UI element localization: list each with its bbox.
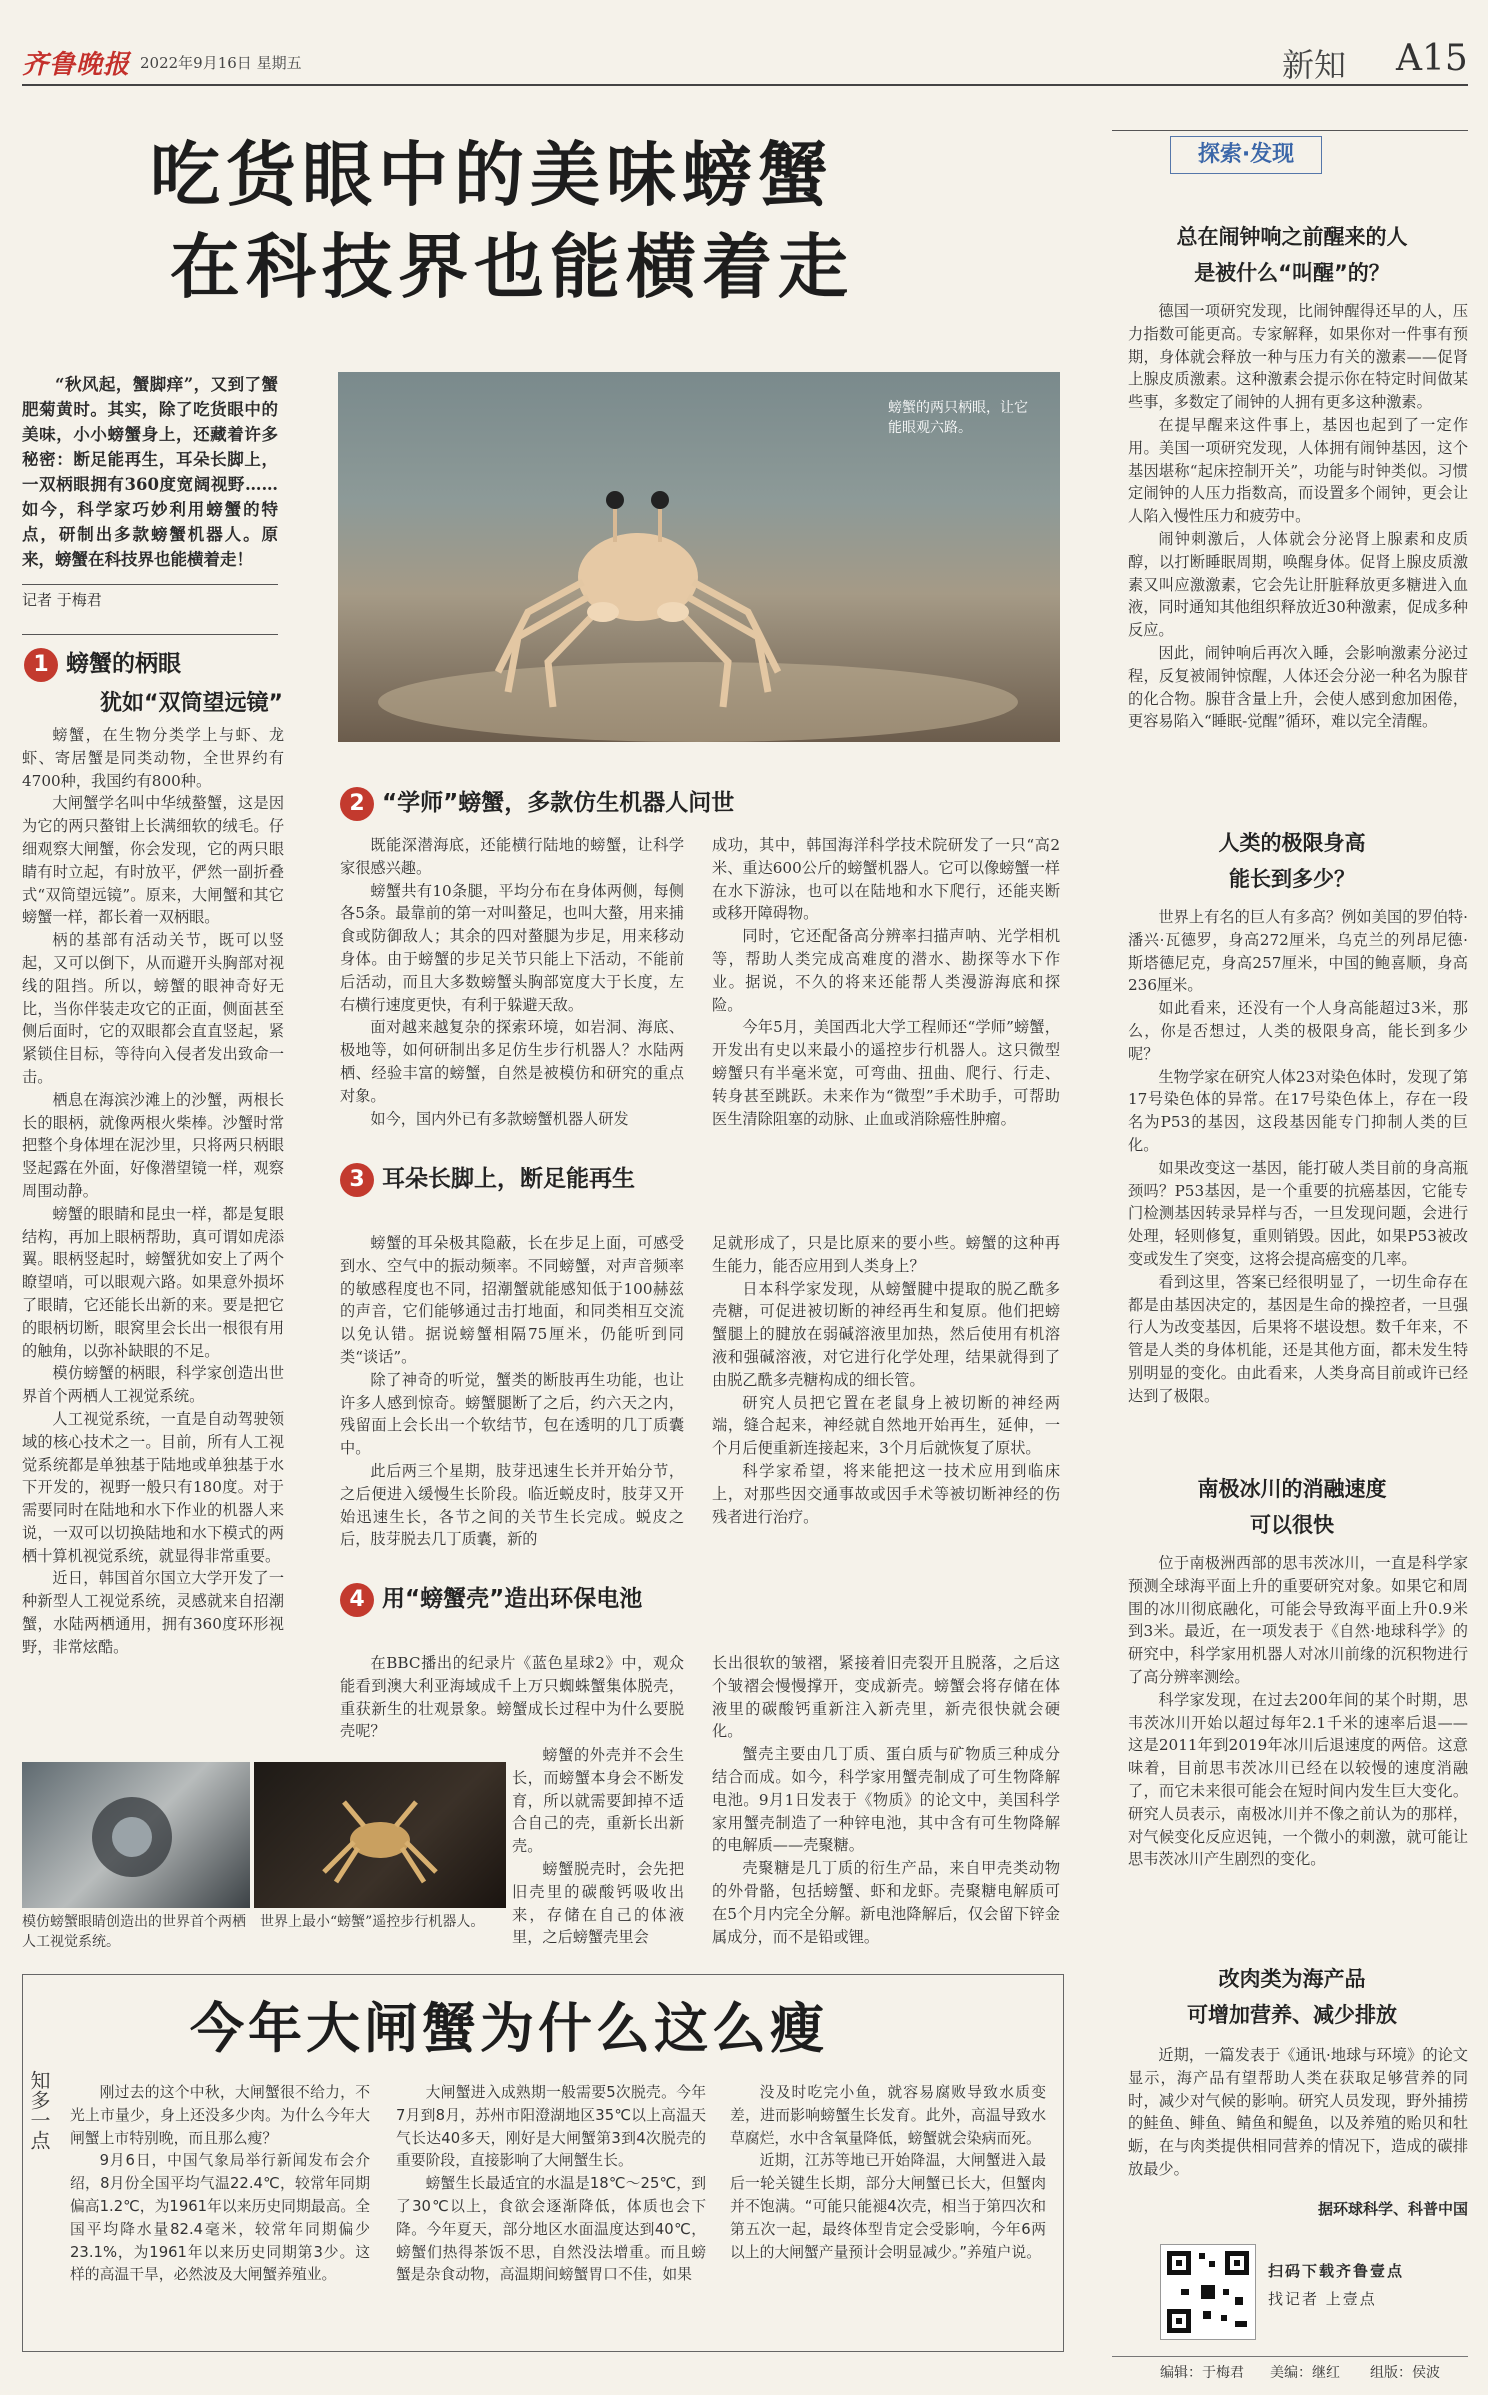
photo-caption: 螃蟹的两只柄眼，让它能眼观六路。 — [888, 400, 1028, 436]
section4-col2 — [712, 1652, 1060, 1948]
intro-text: “秋风起，蟹脚痒”，又到了蟹肥菊黄时。其实，除了吃货眼中的美味，小小螃蟹身上，还藏着许多秘密：断足能再生，耳朵长脚上，一双柄眼拥有360度宽阔视野……如今，科学家巧妙利用螃蟹的特点，研制出多款螃蟹机器人。原来，螃蟹在科技界也能横着走！ — [22, 375, 278, 569]
sidebar-rule — [1112, 130, 1468, 131]
page-number: A15 — [1396, 38, 1468, 79]
paragraph: 如果改变这一基因，能打破人类目前的身高瓶颈吗？P53基因，是一个重要的抗癌基因，它能专门检测基因转录异样与否，一旦发现问题，会进行处理，轻则修复，重则销毁。因此，如果P53被改变或发生了突变，这将会提高癌变的几率。 — [1128, 1158, 1468, 1268]
vision-system-illustration — [22, 1762, 250, 1908]
bottom-col1 — [70, 2082, 370, 2287]
paragraph: 既能深潜海底，还能横行陆地的螃蟹，让科学家很感兴趣。 — [340, 836, 684, 877]
paragraph: 成功，其中，韩国海洋科学技术院研发了一只“高2米、重达600公斤的螃蟹机器人。它可以像螃蟹一样在水下游泳，也可以在陆地和水下爬行，还能夹断或移开障碍物。 — [712, 836, 1060, 923]
paragraph: 如今，国内外已有多款螃蟹机器人研发 — [370, 1109, 629, 1128]
paragraph: 模仿螃蟹的柄眼，科学家创造出世界首个两栖人工视觉系统。 — [22, 1364, 284, 1406]
bottom-col2 — [396, 2082, 706, 2287]
footer-editor: 编辑：于梅君 — [1160, 2365, 1244, 2381]
section4-number: 4 — [340, 1583, 374, 1617]
sidebar-a4-title-b: 可增加营养、减少排放 — [1187, 2003, 1397, 2027]
paragraph: 近期，江苏等地已开始降温，大闸蟹进入最后一轮关键生长期，部分大闸蟹已长大，但蟹肉并不饱满。“可能只能褪4次壳，相当于第四次和第五次一起，最终体型肯定会受影响，今年6两以上的大闸蟹产量预计会明显减少。”养殖户说。 — [730, 2152, 1046, 2261]
section1-heading — [24, 645, 181, 682]
section3-heading — [340, 1160, 635, 1197]
side-tag: 知多一点 — [27, 2070, 51, 2150]
main-headline-line2: 在科技界也能横着走 — [170, 226, 854, 308]
section1-title-b: 犹如“双筒望远镜” — [100, 691, 283, 716]
bottom-col3 — [730, 2082, 1046, 2264]
paragraph: 同时，它还配备高分辨率扫描声呐、光学相机等，帮助人类完成高难度的潜水、勘探等水下作业。据说，不久的将来还能帮人类漫游海底和探险。 — [712, 927, 1060, 1014]
micro-crab-caption: 世界上最小“螃蟹”遥控步行机器人。 — [260, 1914, 485, 1930]
section2-col1 — [340, 834, 684, 1130]
paragraph: 大闸蟹进入成熟期一般需要5次脱壳。今年7月到8月，苏州市阳澄湖地区35℃以上高温天气长达40多天，刚好是大闸蟹第3到4次脱壳的重要阶段，直接影响了大闸蟹生长。 — [396, 2084, 706, 2170]
paragraph: 除了神奇的听觉，蟹类的断肢再生功能，也让许多人感到惊奇。螃蟹腿断了之后，约六天之内，残留面上会长出一个软结节，包在透明的几丁质囊中。 — [340, 1370, 684, 1458]
reporter: 记者 于梅君 — [22, 584, 278, 610]
sidebar-a2-title-a: 人类的极限身高 — [1218, 831, 1366, 855]
section3-col2 — [712, 1232, 1060, 1528]
masthead-logo: 齐鲁晚报 — [22, 50, 131, 80]
section3-col1 — [340, 1232, 684, 1551]
paragraph: 螃蟹的耳朵极其隐蔽，长在步足上面，可感受到水、空气中的振动频率。不同螃蟹，对声音频率的敏感程度也不同，招潮蟹就能感知低于100赫兹的声音，它们能够通过击打地面，和同类相互交流以免认错。据说螃蟹相隔75厘米，仍能听到同类“谈话”。 — [340, 1234, 684, 1366]
header-rule — [22, 84, 1468, 86]
paragraph: 面对越来越复杂的探索环境，如岩洞、海底、极地等，如何研制出多足仿生步行机器人？水陆两栖、经验丰富的螃蟹，自然是被模仿和研究的重点对象。 — [340, 1018, 684, 1105]
sidebar-a2-body — [1128, 906, 1468, 1408]
paragraph: 人工视觉系统，一直是自动驾驶领域的核心技术之一。目前，所有人工视觉系统都是单独基于陆地或单独基于水下开发的，视野一般只有180度。对于需要同时在陆地和水下作业的机器人来说，一双可以切换陆地和水下模式的两栖十算机视觉系统，就显得非常重要。 — [22, 1409, 284, 1565]
footer-rule — [1112, 2356, 1468, 2357]
qr-code[interactable] — [1160, 2244, 1256, 2340]
sidebar-a2-title-b: 能长到多少？ — [1229, 867, 1355, 891]
paragraph: 此后两三个星期，肢芽迅速生长并开始分节，之后便进入缓慢生长阶段。临近蜕皮时，肢芽又开始迅速生长，各节之间的关节生长完成。蜕皮之后，肢芽脱去几丁质囊，新的 — [340, 1461, 684, 1549]
footer-proof: 组版：侯波 — [1370, 2365, 1440, 2381]
sidebar-a1-title-b: 是被什么“叫醒”的？ — [1194, 261, 1390, 285]
paragraph: 柄的基部有活动关节，既可以竖起，又可以倒下，从而避开头胸部对视线的阻挡。所以，螃蟹的眼神奇好无比，当你伴装走攻它的正面，侧面甚至侧后面时，它的双眼都会直直竖起，紧紧锁住目标，等待向入侵者发出致命一击。 — [22, 931, 284, 1086]
paragraph: 科学家发现，在过去200年间的某个时期，思韦茨冰川开始以超过每年2.1千米的速率后退——这是2011年到2019年冰川后退速度的两倍。这意味着，目前思韦茨冰川已经在以较慢的速度消融了，而它未来很可能会在短时间内发生巨大变化。研究人员表示，南极冰川并不像之前认为的那样，对气候变化反应迟钝，一个微小的刺激，就可能让思韦茨冰川产生剧烈的变化。 — [1128, 1690, 1468, 1869]
paragraph: 蟹壳主要由几丁质、蛋白质与矿物质三种成分结合而成。如今，科学家用蟹壳制成了可生物降解电池。9月1日发表于《物质》的论文中，美国科学家用蟹壳制造了一种锌电池，其中含有可生物降解的电解质——壳聚糖。 — [712, 1745, 1060, 1855]
paragraph: 今年5月，美国西北大学工程师还“学师”螃蟹，开发出有史以来最小的遥控步行机器人。这只微型螃蟹只有半毫米宽，可弯曲、扭曲、爬行、行走、转身甚至跳跃。未来作为“微型”手术助手，可帮助医生清除阻塞的动脉、止血或消除癌性肿瘤。 — [712, 1018, 1060, 1128]
vision-system-caption: 模仿螃蟹眼睛创造出的世界首个两栖人工视觉系统。 — [22, 1914, 246, 1950]
section1-title-a: 螃蟹的柄眼 — [66, 651, 181, 677]
section4-col1 — [512, 1744, 684, 1949]
section4-title: 用“螃蟹壳”造出环保电池 — [382, 1586, 643, 1612]
paragraph: 因此，闹钟响后再次入睡，会影响激素分泌过程，反复被闹钟惊醒，人体还会分泌一种名为腺苷的化合物。腺苷含量上升，会使人感到愈加困倦，更容易陷入“睡眠-觉醒”循环，难以完全清醒。 — [1128, 643, 1468, 731]
paragraph: 世界上有名的巨人有多高？例如美国的罗伯特·潘兴·瓦德罗，身高272厘米，乌克兰的列昂尼德·斯塔德尼克，身高257厘米，中国的鲍喜顺，身高236厘米。 — [1128, 908, 1468, 995]
footer-design: 美编：继红 — [1270, 2365, 1340, 2381]
sidebar-a1-body — [1128, 300, 1468, 733]
paragraph: 近期，一篇发表于《通讯·地球与环境》的论文显示，海产品有望帮助人类在获取足够营养的同时，减少对气候的影响。研究人员发现，野外捕捞的鲑鱼、鲱鱼、鲭鱼和鳀鱼，以及养殖的贻贝和牡蛎，在与肉类提供相同营养的情况下，造成的碳排放最少。 — [1128, 2046, 1468, 2178]
paragraph: 螃蟹，在生物分类学上与虾、龙虾、寄居蟹是同类动物，全世界约有4700种，我国约有800种。 — [22, 726, 284, 790]
paragraph: 大闸蟹学名叫中华绒螯蟹，这是因为它的两只螯钳上长满细软的绒毛。仔细观察大闸蟹，你会发现，它的两只眼睛有时立起，有时放平，俨然一副折叠式“双筒望远镜”。原来，大闸蟹和其它螃蟹一样，都长着一双柄眼。 — [22, 794, 284, 927]
bottom-headline: 今年大闸蟹为什么这么瘦 — [190, 1997, 828, 2060]
qr-text-b: 找记者 上壹点 — [1268, 2290, 1377, 2308]
micro-crab-illustration — [254, 1762, 506, 1908]
section4-heading — [340, 1580, 642, 1617]
paragraph: 螃蟹脱壳时，会先把旧壳里的碳酸钙吸收出来，存储在自己的体液里，之后螃蟹壳里会 — [512, 1859, 684, 1947]
section2-heading — [340, 784, 734, 821]
section2-col2 — [712, 834, 1060, 1130]
sidebar-a1-title-a: 总在闹钟响之前醒来的人 — [1176, 225, 1408, 249]
section1-rule — [22, 634, 278, 635]
paragraph: 螃蟹生长最适宜的水温是18℃～25℃，到了30℃以上，食欲会逐渐降低，体质也会下降。今年夏天，部分地区水面温度达到40℃，螃蟹们热得茶饭不思，自然没法增重。而且螃蟹是杂食动物，高温期间螃蟹胃口不佳，如果 — [396, 2175, 706, 2284]
paragraph: 日本科学家发现，从螃蟹腱中提取的脱乙酰多壳糖，可促进被切断的神经再生和复原。他们把螃蟹腿上的腱放在弱碱溶液里加热，然后使用有机溶液和强碱溶液，对它进行化学处理，结果就得到了由脱乙酰多壳糖构成的细长管。 — [712, 1279, 1060, 1389]
paragraph: 近日，韩国首尔国立大学开发了一种新型人工视觉系统，灵感就来自招潮蟹，水陆两栖通用，拥有360度环形视野，非常炫酷。 — [22, 1569, 284, 1656]
vision-system-photo — [22, 1762, 250, 1908]
paragraph: 没及时吃完小鱼，就容易腐败导致水质变差，进而影响螃蟹生长发育。此外，高温导致水草腐烂，水中含氧量降低，螃蟹就会染病而死。 — [730, 2084, 1046, 2147]
sidebar-a3-title-a: 南极冰川的消融速度 — [1197, 1477, 1387, 1501]
qr-text-a: 扫码下载齐鲁壹点 — [1268, 2262, 1405, 2280]
paragraph: 长出很软的皱褶，紧接着旧壳裂开且脱落，之后这个皱褶会慢慢撑开，变成新壳。螃蟹会将存储在体液里的碳酸钙重新注入新壳里，新壳很快就会硬化。 — [712, 1654, 1060, 1741]
paragraph: 科学家希望，将来能把这一技术应用到临床上，对那些因交通事故或因手术等被切断神经的伤残者进行治疗。 — [712, 1461, 1060, 1526]
paragraph: 足就形成了，只是比原来的要小些。螃蟹的这种再生能力，能否应用到人类身上？ — [712, 1234, 1060, 1275]
paragraph: 闹钟刺激后，人体就会分泌肾上腺素和皮质醇，以打断睡眠周期，唤醒身体。促肾上腺皮质激素又叫应激激素，它会先让肝脏释放更多糖进入血液，同时通知其他组织释放近30种激素，促成多种反应。 — [1128, 529, 1468, 640]
section2-title: “学师”螃蟹，多款仿生机器人问世 — [382, 790, 735, 816]
paragraph: 9月6日，中国气象局举行新闻发布会介绍，8月份全国平均气温22.4℃，较常年同期偏高1.2℃，为1961年以来历史同期最高。全国平均降水量82.4毫米，较常年同期偏少23.1%，为1961年以来历史同期第3少。这样的高温干旱，必然波及大闸蟹养殖业。 — [70, 2152, 370, 2284]
qr-code-icon — [1161, 2245, 1255, 2339]
paragraph: 在提早醒来这件事上，基因也起到了一定作用。美国一项研究发现，人体拥有闹钟基因，这个基因堪称“起床控制开关”，功能与时钟类似。习惯定闹钟的人压力指数高，而设置多个闹钟，更会让人陷入慢性压力和疲劳中。 — [1128, 415, 1468, 526]
paragraph: 德国一项研究发现，比闹钟醒得还早的人，压力指数可能更高。专家解释，如果你对一件事有预期，身体就会释放一种与压力有关的激素——促肾上腺皮质激素。这种激素会提示你在特定时间做某些事，多数定了闹钟的人拥有更多这种激素。 — [1128, 302, 1468, 412]
sidebar-a3-title-b: 可以很快 — [1250, 1513, 1334, 1537]
sidebar-a4-body — [1128, 2044, 1468, 2181]
paragraph: 螃蟹的眼睛和昆虫一样，都是复眼结构，再加上眼柄帮助，真可谓如虎添翼。眼柄竖起时，螃蟹犹如安上了两个瞭望哨，可以眼观六路。如果意外损坏了眼睛，它还能长出新的来。要是把它的眼柄切断，眼窝里会长出一根很有用的触角，以弥补缺眼的不足。 — [22, 1204, 284, 1360]
paragraph: 位于南极洲西部的思韦茨冰川，一直是科学家预测全球海平面上升的重要研究对象。如果它和周围的冰川彻底融化，可能会导致海平面上升0.9米到3米。最近，在一项发表于《自然·地球科学》的研究中，科学家用机器人对冰川前缘的沉积物进行了高分辨率测绘。 — [1128, 1554, 1468, 1686]
paragraph: 栖息在海滨沙滩上的沙蟹，两根长长的眼柄，就像两根火柴棒。沙蟹时常把整个身体埋在泥沙里，只将两只柄眼竖起露在外面，好像潜望镜一样，观察周围动静。 — [22, 1090, 284, 1200]
section3-number: 3 — [340, 1163, 374, 1197]
paragraph: 刚过去的这个中秋，大闸蟹很不给力，不光上市量少，身上还没多少肉。为什么今年大闸蟹上市特别晚，而且那么瘦？ — [70, 2084, 370, 2147]
main-headline-line1: 吃货眼中的美味螃蟹 — [150, 134, 834, 216]
sidebar-a4-title-a: 改肉类为海产品 — [1218, 1967, 1366, 1991]
paragraph: 研究人员把它置在老鼠身上被切断的神经两端，缝合起来，神经就自然地开始再生，延伸，一个月后便重新连接起来，3个月后就恢复了原状。 — [712, 1393, 1060, 1458]
crab-photo — [338, 372, 1060, 742]
sidebar-tag: 探索·发现 — [1170, 136, 1322, 174]
section-name: 新知 — [1282, 46, 1347, 84]
sidebar-source: 据环球科学、科普中国 — [1317, 2200, 1468, 2218]
paragraph: 如此看来，还没有一个人身高能超过3米，那么，你是否想过，人类的极限身高，能长到多少呢？ — [1128, 999, 1468, 1063]
section2-number: 2 — [340, 787, 374, 821]
paragraph: 看到这里，答案已经很明显了，一切生命存在都是由基因决定的，基因是生命的操控者，一旦强行人为改变基因，后果将不堪设想。数千年来，不管是人类的身体机能，还是其他方面，都未发生特别明显的变化。由此看来，人类身高目前或许已经达到了极限。 — [1128, 1272, 1468, 1405]
micro-crab-photo — [254, 1762, 506, 1908]
section3-title: 耳朵长脚上，断足能再生 — [382, 1166, 635, 1192]
section1-number: 1 — [24, 648, 58, 682]
paragraph: 生物学家在研究人体23对染色体时，发现了第17号染色体的异常。在17号染色体上，存在一段名为P53的基因，这段基因能专门抑制人类的巨化。 — [1128, 1067, 1468, 1154]
sidebar-a3-body — [1128, 1552, 1468, 1871]
paragraph: 螃蟹共有10条腿，平均分布在身体两侧，每侧各5条。最靠前的第一对叫螯足，也叫大螯，用来捕食或防御敌人；其余的四对螯腿为步足，用来移动身体。由于螃蟹的步足关节只能上下活动，不能前后活动，而且大多数螃蟹头胸部宽度大于长度，左右横行速度更快，有利于躲避天敌。 — [340, 881, 684, 1014]
section4-intro: 在BBC播出的纪录片《蓝色星球2》中，观众能看到澳大利亚海域成千上万只蜘蛛蟹集体脱壳，重获新生的壮观景象。螃蟹成长过程中为什么要脱壳呢？ — [340, 1654, 684, 1741]
section1-body — [22, 724, 284, 1659]
paragraph: 壳聚糖是几丁质的衍生产品，来自甲壳类动物的外骨骼，包括螃蟹、虾和龙虾。壳聚糖电解质可在5个月内完全分解。新电池降解后，仅会留下锌金属成分，而不是铅或锂。 — [712, 1859, 1060, 1946]
paragraph: 螃蟹的外壳并不会生长，而螃蟹本身会不断发育，所以就需要卸掉不适合自己的壳，重新长出新壳。 — [512, 1746, 684, 1856]
issue-date: 2022年9月16日 星期五 — [140, 54, 302, 72]
